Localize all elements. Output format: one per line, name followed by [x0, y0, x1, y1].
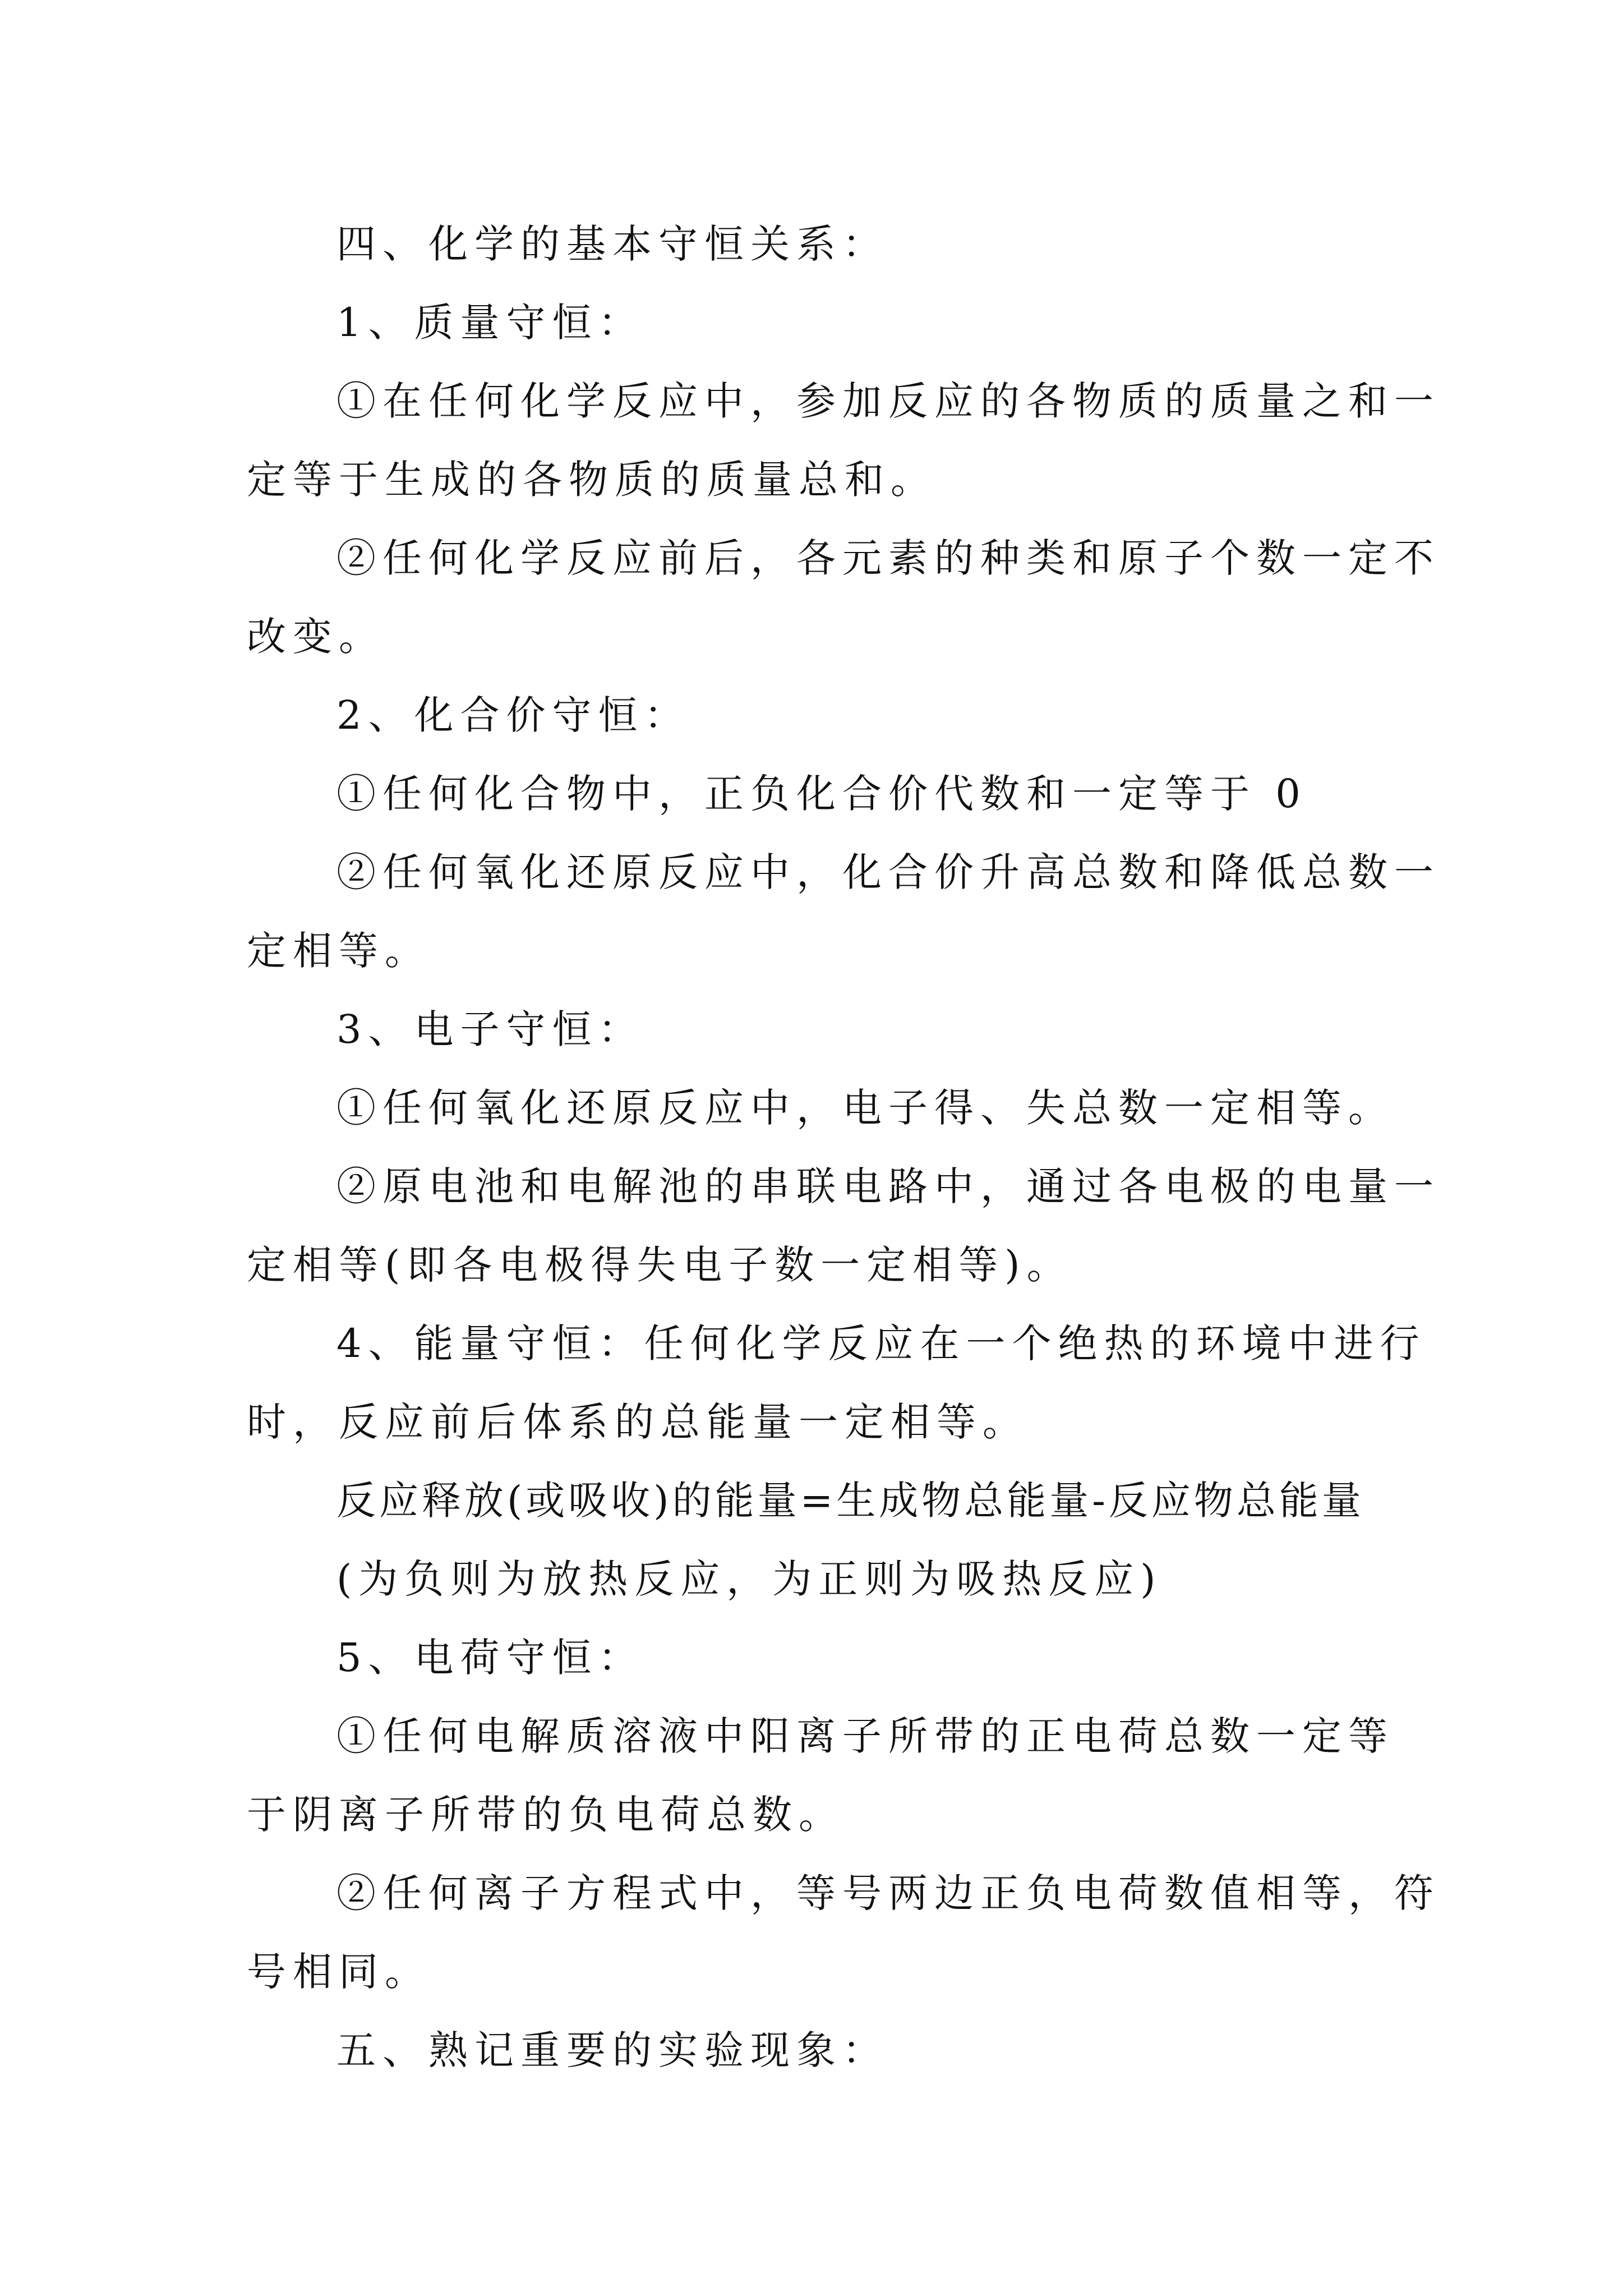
paragraph-line: ②任何离子方程式中，等号两边正负电荷数值相等，符 [336, 1870, 1440, 1916]
energy-formula-line: 反应释放(或吸收)的能量=生成物总能量-反应物总能量 [336, 1478, 1364, 1524]
paragraph-line: (为负则为放热反应，为正则为吸热反应) [336, 1556, 1163, 1602]
paragraph-line: 改变。 [247, 614, 385, 660]
paragraph-line: ①任何电解质溶液中阳离子所带的正电荷总数一定等 [336, 1713, 1394, 1759]
subheading-energy-conservation: 4、能量守恒：任何化学反应在一个绝热的环境中进行 [336, 1320, 1426, 1366]
paragraph-line: ②任何化学反应前后，各元素的种类和原子个数一定不 [336, 535, 1440, 581]
subheading-mass-conservation: 1、质量守恒： [336, 300, 644, 346]
paragraph-line: 定相等。 [247, 928, 431, 974]
subheading-valence-conservation: 2、化合价守恒： [336, 692, 690, 738]
paragraph-line: ②原电池和电解池的串联电路中，通过各电极的电量一 [336, 1163, 1440, 1209]
paragraph-line: ②任何氧化还原反应中，化合价升高总数和降低总数一 [336, 849, 1440, 895]
paragraph-line: ①在任何化学反应中，参加反应的各物质的质量之和一 [336, 378, 1440, 424]
paragraph-line: 于阴离子所带的负电荷总数。 [247, 1792, 845, 1838]
paragraph-line: 定等于生成的各物质的质量总和。 [247, 457, 937, 503]
section-heading-experiments: 五、熟记重要的实验现象： [336, 2027, 888, 2073]
paragraph-line: ①任何氧化还原反应中，电子得、失总数一定相等。 [336, 1085, 1394, 1131]
paragraph-line: 时，反应前后体系的总能量一定相等。 [247, 1399, 1029, 1445]
paragraph-line: 号相同。 [247, 1949, 431, 1995]
paragraph-line: 定相等(即各电极得失电子数一定相等)。 [247, 1242, 1073, 1288]
subheading-charge-conservation: 5、电荷守恒： [336, 1635, 644, 1681]
paragraph-line: ①任何化合物中，正负化合价代数和一定等于 0 [336, 771, 1307, 817]
section-heading-conservation: 四、化学的基本守恒关系： [336, 221, 888, 267]
subheading-electron-conservation: 3、电子守恒： [336, 1006, 644, 1052]
